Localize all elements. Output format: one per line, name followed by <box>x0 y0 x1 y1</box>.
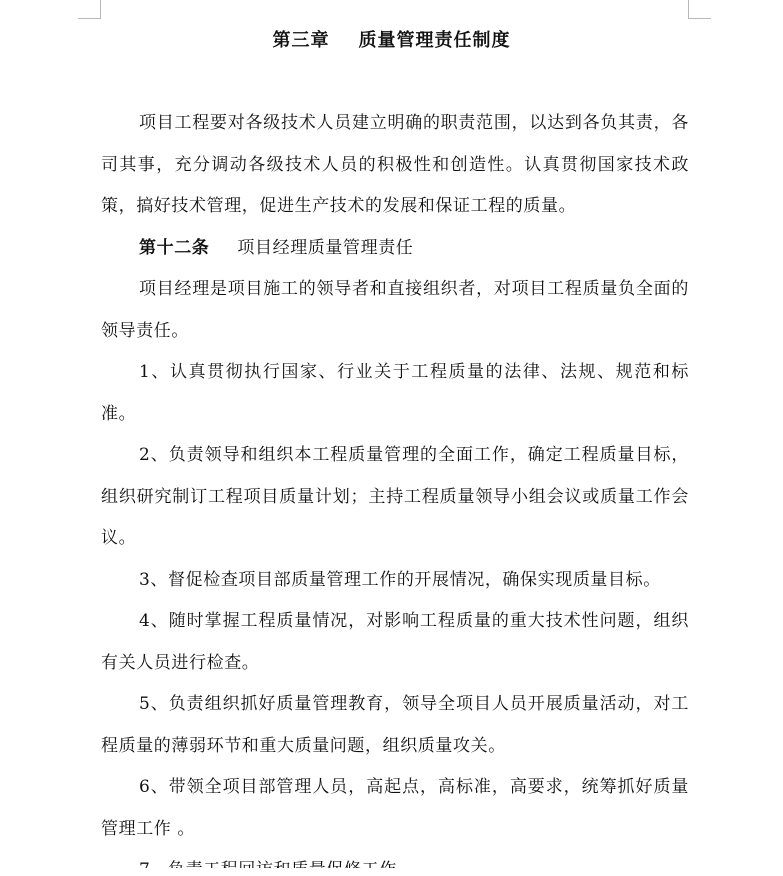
article-heading <box>101 228 689 270</box>
list-item: 6、带领全项目部管理人员，高起点，高标准，高要求，统筹抓好质量管理工作 。 <box>101 777 689 839</box>
article-title: 项目经理质量管理责任 <box>237 237 414 258</box>
intro-paragraph: 项目工程要对各级技术人员建立明确的职责范围，以达到各负其责，各司其事，充分调动各级技术人员的积极性和创造性。认真贯彻国家技术政策，搞好技术管理，促进生产技术的发展和保证工程的质量。 <box>101 113 689 216</box>
margin-corner-mark-right <box>688 0 711 19</box>
article-number: 第十二条 <box>139 237 210 258</box>
list-item: 2、负责领导和组织本工程质量管理的全面工作，确定工程质量目标，组织研究制订工程项目质量计划；主持工程质量领导小组会议或质量工作会议。 <box>101 445 689 548</box>
list-item: 1、认真贯彻执行国家、行业关于工程质量的法律、法规、规范和标准。 <box>101 362 689 424</box>
document-body <box>101 103 689 876</box>
margin-corner-mark-left <box>78 0 101 19</box>
chapter-title: 第三章 质量管理责任制度 <box>272 30 511 51</box>
body-paragraph: 项目经理是项目施工的领导者和直接组织者，对项目工程质量负全面的领导责任。 <box>101 279 689 341</box>
list-item: 4、随时掌握工程质量情况，对影响工程质量的重大技术性问题，组织有关人员进行检查。 <box>101 611 689 673</box>
page-view-cutoff <box>0 868 783 876</box>
list-item: 3、督促检查项目部质量管理工作的开展情况，确保实现质量目标。 <box>139 569 661 590</box>
list-item: 5、负责组织抓好质量管理教育，领导全项目人员开展质量活动，对工程质量的薄弱环节和重大质量问题，组织质量攻关。 <box>101 694 689 756</box>
